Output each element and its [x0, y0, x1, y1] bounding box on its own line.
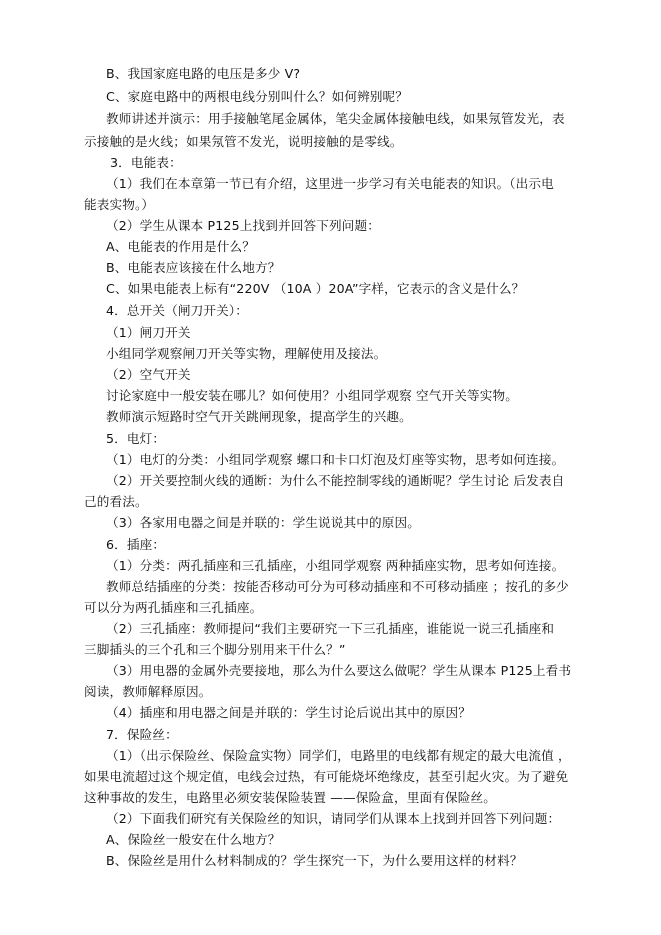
text-line: （1）我们在本章第一节已有介绍，这里进一步学习有关电能表的知识。（出示电 [106, 176, 554, 191]
text-line: A、电能表的作用是什么？ [106, 239, 255, 254]
text-line: 教师总结插座的分类：按能否移动可分为可移动插座和不可移动插座 ；按孔的多少 [106, 579, 569, 594]
text-line: 阅读，教师解释原因。 [84, 684, 212, 699]
text-line: 示接触的是火线；如果氖管不发光，说明接触的是零线。 [84, 134, 403, 149]
text-line: （2）开关要控制火线的通断：为什么不能控制零线的通断呢？学生讨论 后发表自 [106, 473, 565, 488]
text-line: （2）空气开关 [106, 367, 191, 382]
text-line: B、我国家庭电路的电压是多少 V? [106, 66, 301, 81]
text-line: 这种事故的发生，电路里必须安装保险装置 ——保险盒，里面有保险丝。 [84, 790, 496, 805]
text-line: （1）闸刀开关 [106, 325, 191, 340]
text-line: （2）学生从课本 P125上找到并回答下列问题： [106, 218, 380, 233]
text-line: 能表实物。） [84, 197, 155, 212]
text-line: 教师讲述并演示：用手接触笔尾金属体，笔尖金属体接触电线，如果氖管发光，表 [106, 111, 565, 126]
text-line: （3）用电器的金属外壳要接地，那么为什么要这么做呢？学生从课本 P125上看书 [106, 663, 572, 678]
text-line: A、保险丝一般安在什么地方？ [106, 832, 281, 847]
text-line: 讨论家庭中一般安装在哪儿？如何使用？小组同学观察 空气开关等实物。 [106, 388, 518, 403]
section-heading: 5．电灯： [106, 431, 166, 446]
text-line: 可以分为两孔插座和三孔插座。 [84, 600, 263, 615]
text-line: B、保险丝是用什么材料制成的？学生探究一下，为什么要用这样的材料？ [106, 853, 523, 868]
text-line: （3）各家用电器之间是并联的：学生说说其中的原因。 [106, 515, 421, 530]
text-line: 如果电流超过这个规定值，电线会过热，有可能烧坏绝缘皮，甚至引起火灾。为了避免 [84, 769, 569, 784]
text-line: B、电能表应该接在什么地方？ [106, 260, 281, 275]
text-line: （2）下面我们研究有关保险丝的知识，请同学们从课本上找到并回答下列问题： [106, 811, 561, 826]
text-line: 教师演示短路时空气开关跳闸现象，提高学生的兴趣。 [106, 409, 412, 424]
section-heading: 6．插座： [106, 537, 166, 552]
text-line: C、家庭电路中的两根电线分别叫什么？如何辨别呢？ [106, 89, 409, 104]
text-line: 三脚插头的三个孔和三个脚分别用来干什么？” [84, 642, 346, 657]
text-line: （4）插座和用电器之间是并联的：学生讨论后说出其中的原因？ [106, 705, 471, 720]
text-line: C、如果电能表上标有“220V （10A ）20A”字样，它表示的含义是什么？ [106, 281, 525, 296]
text-line: 小组同学观察闸刀开关等实物，理解使用及接法。 [106, 346, 387, 361]
text-line: （1）（出示保险丝、保险盒实物）同学们，电路里的电线都有规定的最大电流值 ， [106, 748, 571, 763]
text-line: 己的看法。 [84, 494, 148, 509]
section-heading: 3．电能表： [110, 155, 182, 170]
text-line: （1）电灯的分类：小组同学观察 螺口和卡口灯泡及灯座等实物，思考如何连接。 [106, 452, 565, 467]
section-heading: 4．总开关（闸刀开关）： [106, 303, 249, 318]
section-heading: 7．保险丝： [106, 727, 178, 742]
text-line: （1）分类：两孔插座和三孔插座，小组同学观察 两种插座实物，思考如何连接。 [106, 558, 565, 573]
text-line: （2）三孔插座：教师提问“我们主要研究一下三孔插座，谁能说一说三孔插座和 [106, 621, 555, 636]
